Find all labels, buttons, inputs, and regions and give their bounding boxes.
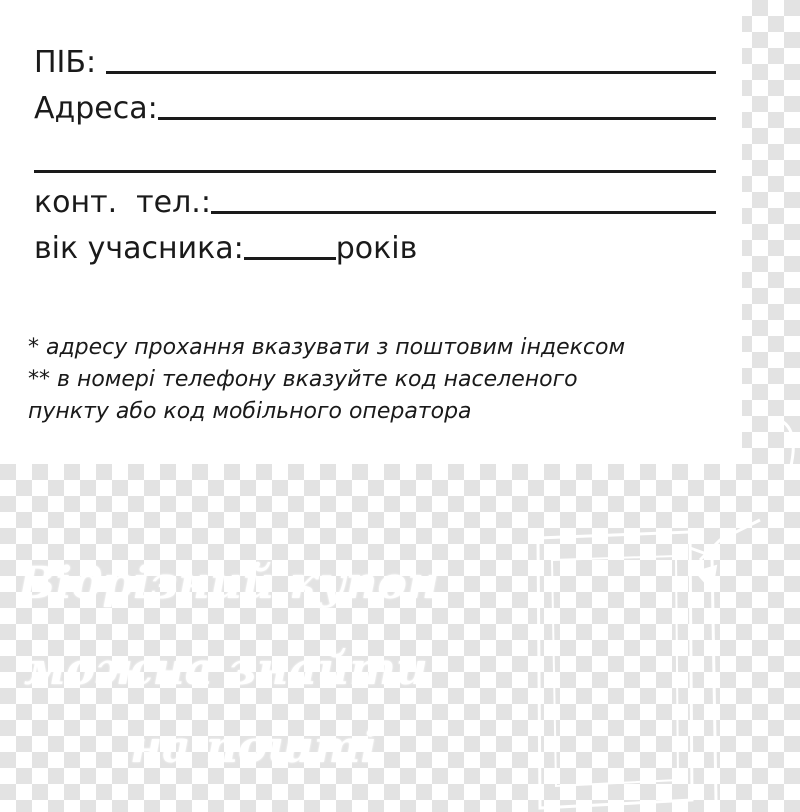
coupon-caption-line3: на пошті — [130, 722, 378, 773]
age-row — [34, 232, 417, 266]
address-label: Адреса: — [34, 91, 158, 126]
phone-label: конт. тел.: — [34, 185, 211, 220]
age-suffix: років — [335, 231, 418, 266]
pib-row — [34, 46, 716, 80]
phone-input-line[interactable] — [211, 211, 716, 214]
address-row — [34, 92, 716, 126]
phone-row — [34, 186, 716, 220]
age-label: вік учасника: — [34, 231, 244, 266]
note-phone: ** в номері телефону вказуйте код населеного — [28, 367, 578, 392]
pib-input-line[interactable] — [106, 71, 716, 74]
age-input-line[interactable] — [244, 257, 336, 260]
pib-label: ПІБ: — [34, 45, 97, 80]
address-continuation-line[interactable] — [34, 170, 716, 173]
coupon-caption-line2: можна знайти — [24, 644, 428, 695]
address-input-line[interactable] — [158, 117, 716, 120]
note-address: * адресу прохання вказувати з поштовим індексом — [28, 335, 626, 360]
coupon-caption-line1: Відрізний купон — [18, 558, 439, 609]
note-phone-continued: пункту або код мобільного оператора — [28, 399, 472, 424]
